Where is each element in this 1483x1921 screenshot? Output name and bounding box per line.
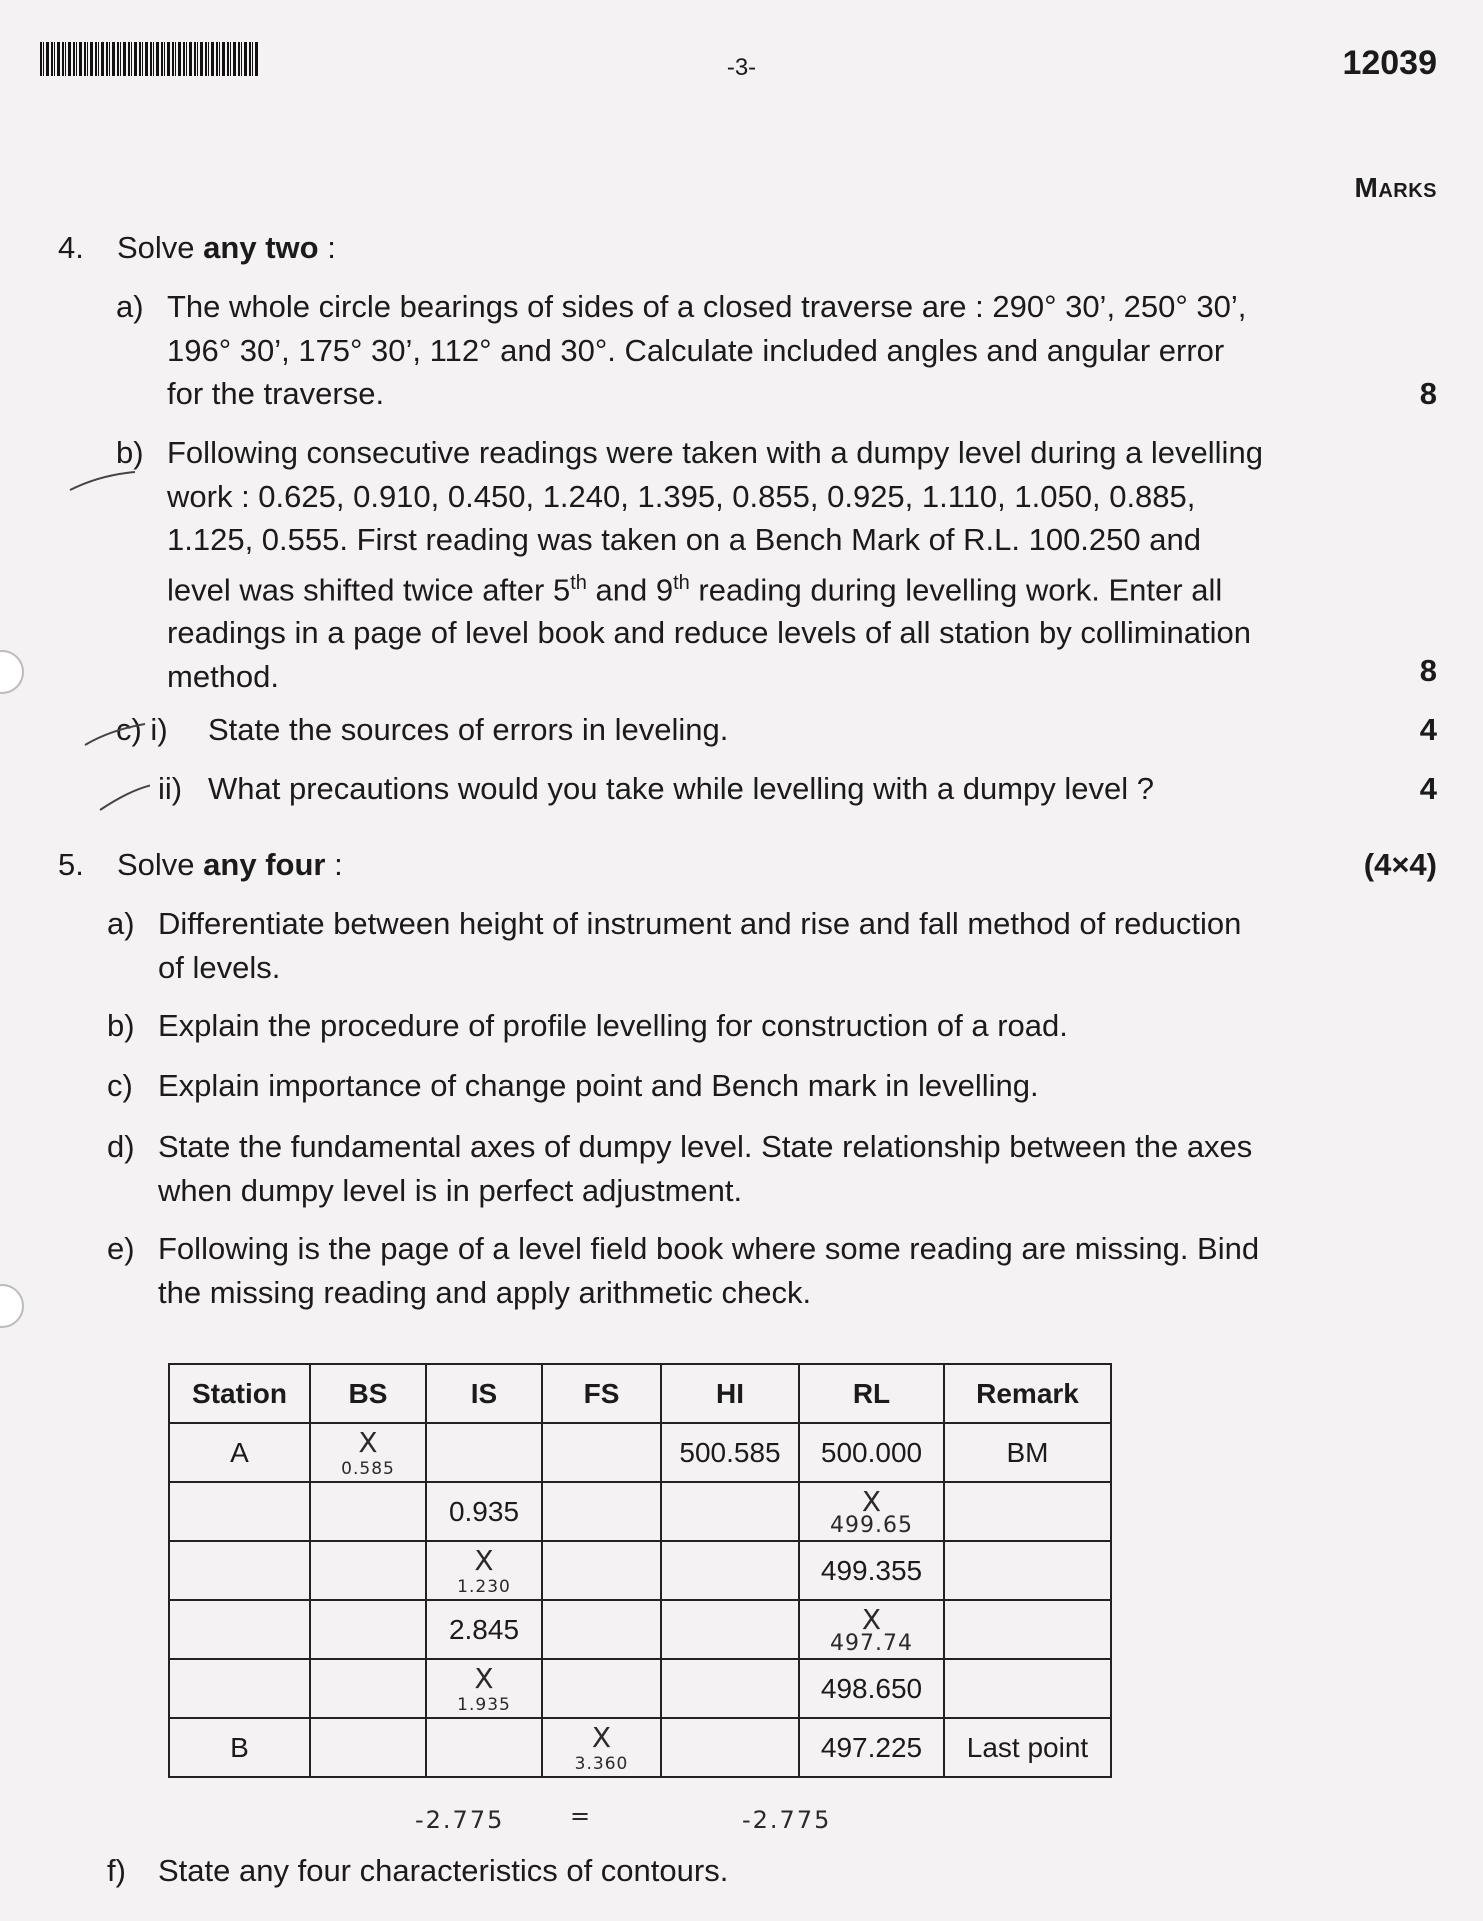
- cell-fs: [542, 1600, 661, 1659]
- question-4-number: 4.: [58, 230, 84, 265]
- q4c-ii-marks: 4: [1419, 771, 1437, 806]
- handwritten-rl: 499.65: [830, 1513, 913, 1538]
- cell-station: A: [169, 1423, 310, 1482]
- q5d-text: State the fundamental axes of dumpy level. State relationship between the axes when dumpy level is in perfect adjustment.: [158, 1129, 1253, 1208]
- cell-rl: X 499.65: [799, 1482, 944, 1541]
- cell-bs: [310, 1659, 426, 1718]
- cell-is: 2.845: [426, 1600, 542, 1659]
- handwritten-rl: 497.74: [830, 1631, 913, 1656]
- handwritten-fs: 3.360: [574, 1754, 629, 1774]
- header-bs: BS: [310, 1364, 426, 1423]
- q5a-text: Differentiate between height of instrument and rise and fall method of reduction of levels.: [158, 906, 1242, 985]
- q4c-i-marks: 4: [1419, 712, 1437, 747]
- header-fs: FS: [542, 1364, 661, 1423]
- cell-rl: 498.650: [799, 1659, 944, 1718]
- q5d-label: d): [107, 1129, 135, 1164]
- cell-remark: [944, 1659, 1111, 1718]
- q4c-ii-text: What precautions would you take while levelling with a dumpy level ?: [208, 771, 1154, 806]
- q5a-label: a): [107, 906, 135, 941]
- pencil-stroke: [70, 472, 135, 490]
- cell-rl: 500.000: [799, 1423, 944, 1482]
- cell-remark: [944, 1541, 1111, 1600]
- cell-station: [169, 1482, 310, 1541]
- table-header-row: [169, 1364, 1111, 1423]
- cell-bs: [310, 1541, 426, 1600]
- punch-hole: [0, 1284, 24, 1328]
- paper-code: 12039: [1342, 44, 1437, 82]
- cell-remark: [944, 1600, 1111, 1659]
- cell-is: 0.935: [426, 1482, 542, 1541]
- cell-fs: [542, 1482, 661, 1541]
- handwritten-check-right: -2.775: [742, 1806, 832, 1834]
- pencil-stroke: [100, 785, 150, 810]
- cell-rl: 499.355: [799, 1541, 944, 1600]
- header-is: IS: [426, 1364, 542, 1423]
- q5e-text: Following is the page of a level field book where some reading are missing. Bind the missing reading and apply arithmetic check.: [158, 1231, 1260, 1310]
- q4a-text: The whole circle bearings of sides of a closed traverse are : 290° 30’, 250° 30’, 196° 30’, 175° 30’, 112° and 30°. Calculate included angles and angular error for the traverse.: [167, 289, 1247, 411]
- handwritten-bs: 0.585: [341, 1459, 395, 1479]
- q4c-ii-label: ii): [158, 771, 183, 806]
- cell-station: [169, 1600, 310, 1659]
- cell-remark: [944, 1482, 1111, 1541]
- punch-hole: [0, 650, 24, 694]
- q5c-label: c): [107, 1068, 133, 1103]
- handwritten-check-equals: =: [570, 1802, 593, 1830]
- handwritten-check-left: -2.775: [415, 1806, 505, 1834]
- cell-is: X 1.935: [426, 1659, 542, 1718]
- cell-hi: [661, 1718, 799, 1777]
- question-5-number: 5.: [58, 847, 84, 882]
- pencil-marks: [60, 440, 150, 840]
- header-remark: Remark: [944, 1364, 1111, 1423]
- table-row: [169, 1600, 1111, 1659]
- q4c-i-label: c) i): [116, 712, 168, 747]
- handwritten-is: 1.230: [457, 1577, 511, 1597]
- pencil-stroke: [85, 724, 145, 745]
- q4b-marks: 8: [1419, 653, 1437, 688]
- cell-rl: 497.225: [799, 1718, 944, 1777]
- q5f-text: State any four characteristics of contours.: [158, 1853, 729, 1888]
- q5c-text: Explain importance of change point and Bench mark in levelling.: [158, 1068, 1039, 1103]
- level-field-book-table: [168, 1363, 1112, 1778]
- cell-remark: BM: [944, 1423, 1111, 1482]
- q5f-label: f): [107, 1853, 126, 1888]
- cell-is: [426, 1718, 542, 1777]
- table-row: [169, 1659, 1111, 1718]
- table-row: [169, 1423, 1111, 1482]
- q4a-marks: 8: [1419, 376, 1437, 411]
- cell-hi: [661, 1541, 799, 1600]
- page-number: -3-: [726, 54, 757, 81]
- question-4-title: Solve any two :: [117, 230, 336, 265]
- q4a-label: a): [116, 289, 144, 324]
- q5e-label: e): [107, 1231, 135, 1266]
- q4b-label: b): [116, 435, 144, 470]
- cell-station: [169, 1659, 310, 1718]
- cell-is: X 1.230: [426, 1541, 542, 1600]
- cell-fs: [542, 1423, 661, 1482]
- cell-hi: [661, 1482, 799, 1541]
- cell-hi: 500.585: [661, 1423, 799, 1482]
- cell-bs: X 0.585: [310, 1423, 426, 1482]
- q5b-text: Explain the procedure of profile levelling for construction of a road.: [158, 1008, 1068, 1043]
- cell-station: [169, 1541, 310, 1600]
- table-row: [169, 1718, 1111, 1777]
- cell-bs: [310, 1718, 426, 1777]
- header-rl: RL: [799, 1364, 944, 1423]
- handwritten-is: 1.935: [457, 1695, 511, 1715]
- cell-fs: [542, 1541, 661, 1600]
- cell-bs: [310, 1600, 426, 1659]
- cell-bs: [310, 1482, 426, 1541]
- cell-fs: [542, 1659, 661, 1718]
- q4b-text: Following consecutive readings were taken with a dumpy level during a levelling work : 0.625, 0.910, 0.450, 1.240, 1.395, 0.855, 0.925, 1.110, 1.050, 0.885, 1.125, 0.555. First reading was taken on a Bench Mark of R.L. 100.250 and level was shifted twice after 5th and 9th reading during levelling work. Enter all readings in a page of level book and reduce levels of all station by collimination method.: [167, 435, 1263, 694]
- header-hi: HI: [661, 1364, 799, 1423]
- q5-marks: (4×4): [1363, 847, 1437, 882]
- marks-heading: Marks: [1354, 172, 1437, 203]
- cell-hi: [661, 1659, 799, 1718]
- cell-is: [426, 1423, 542, 1482]
- q5b-label: b): [107, 1008, 135, 1043]
- cell-fs: X 3.360: [542, 1718, 661, 1777]
- table-row: [169, 1541, 1111, 1600]
- cell-rl: X 497.74: [799, 1600, 944, 1659]
- q4c-i-text: State the sources of errors in leveling.: [208, 712, 729, 747]
- cell-hi: [661, 1600, 799, 1659]
- cell-remark: Last point: [944, 1718, 1111, 1777]
- question-5-title: Solve any four :: [117, 847, 343, 882]
- header-station: Station: [169, 1364, 310, 1423]
- table-row: [169, 1482, 1111, 1541]
- cell-station: B: [169, 1718, 310, 1777]
